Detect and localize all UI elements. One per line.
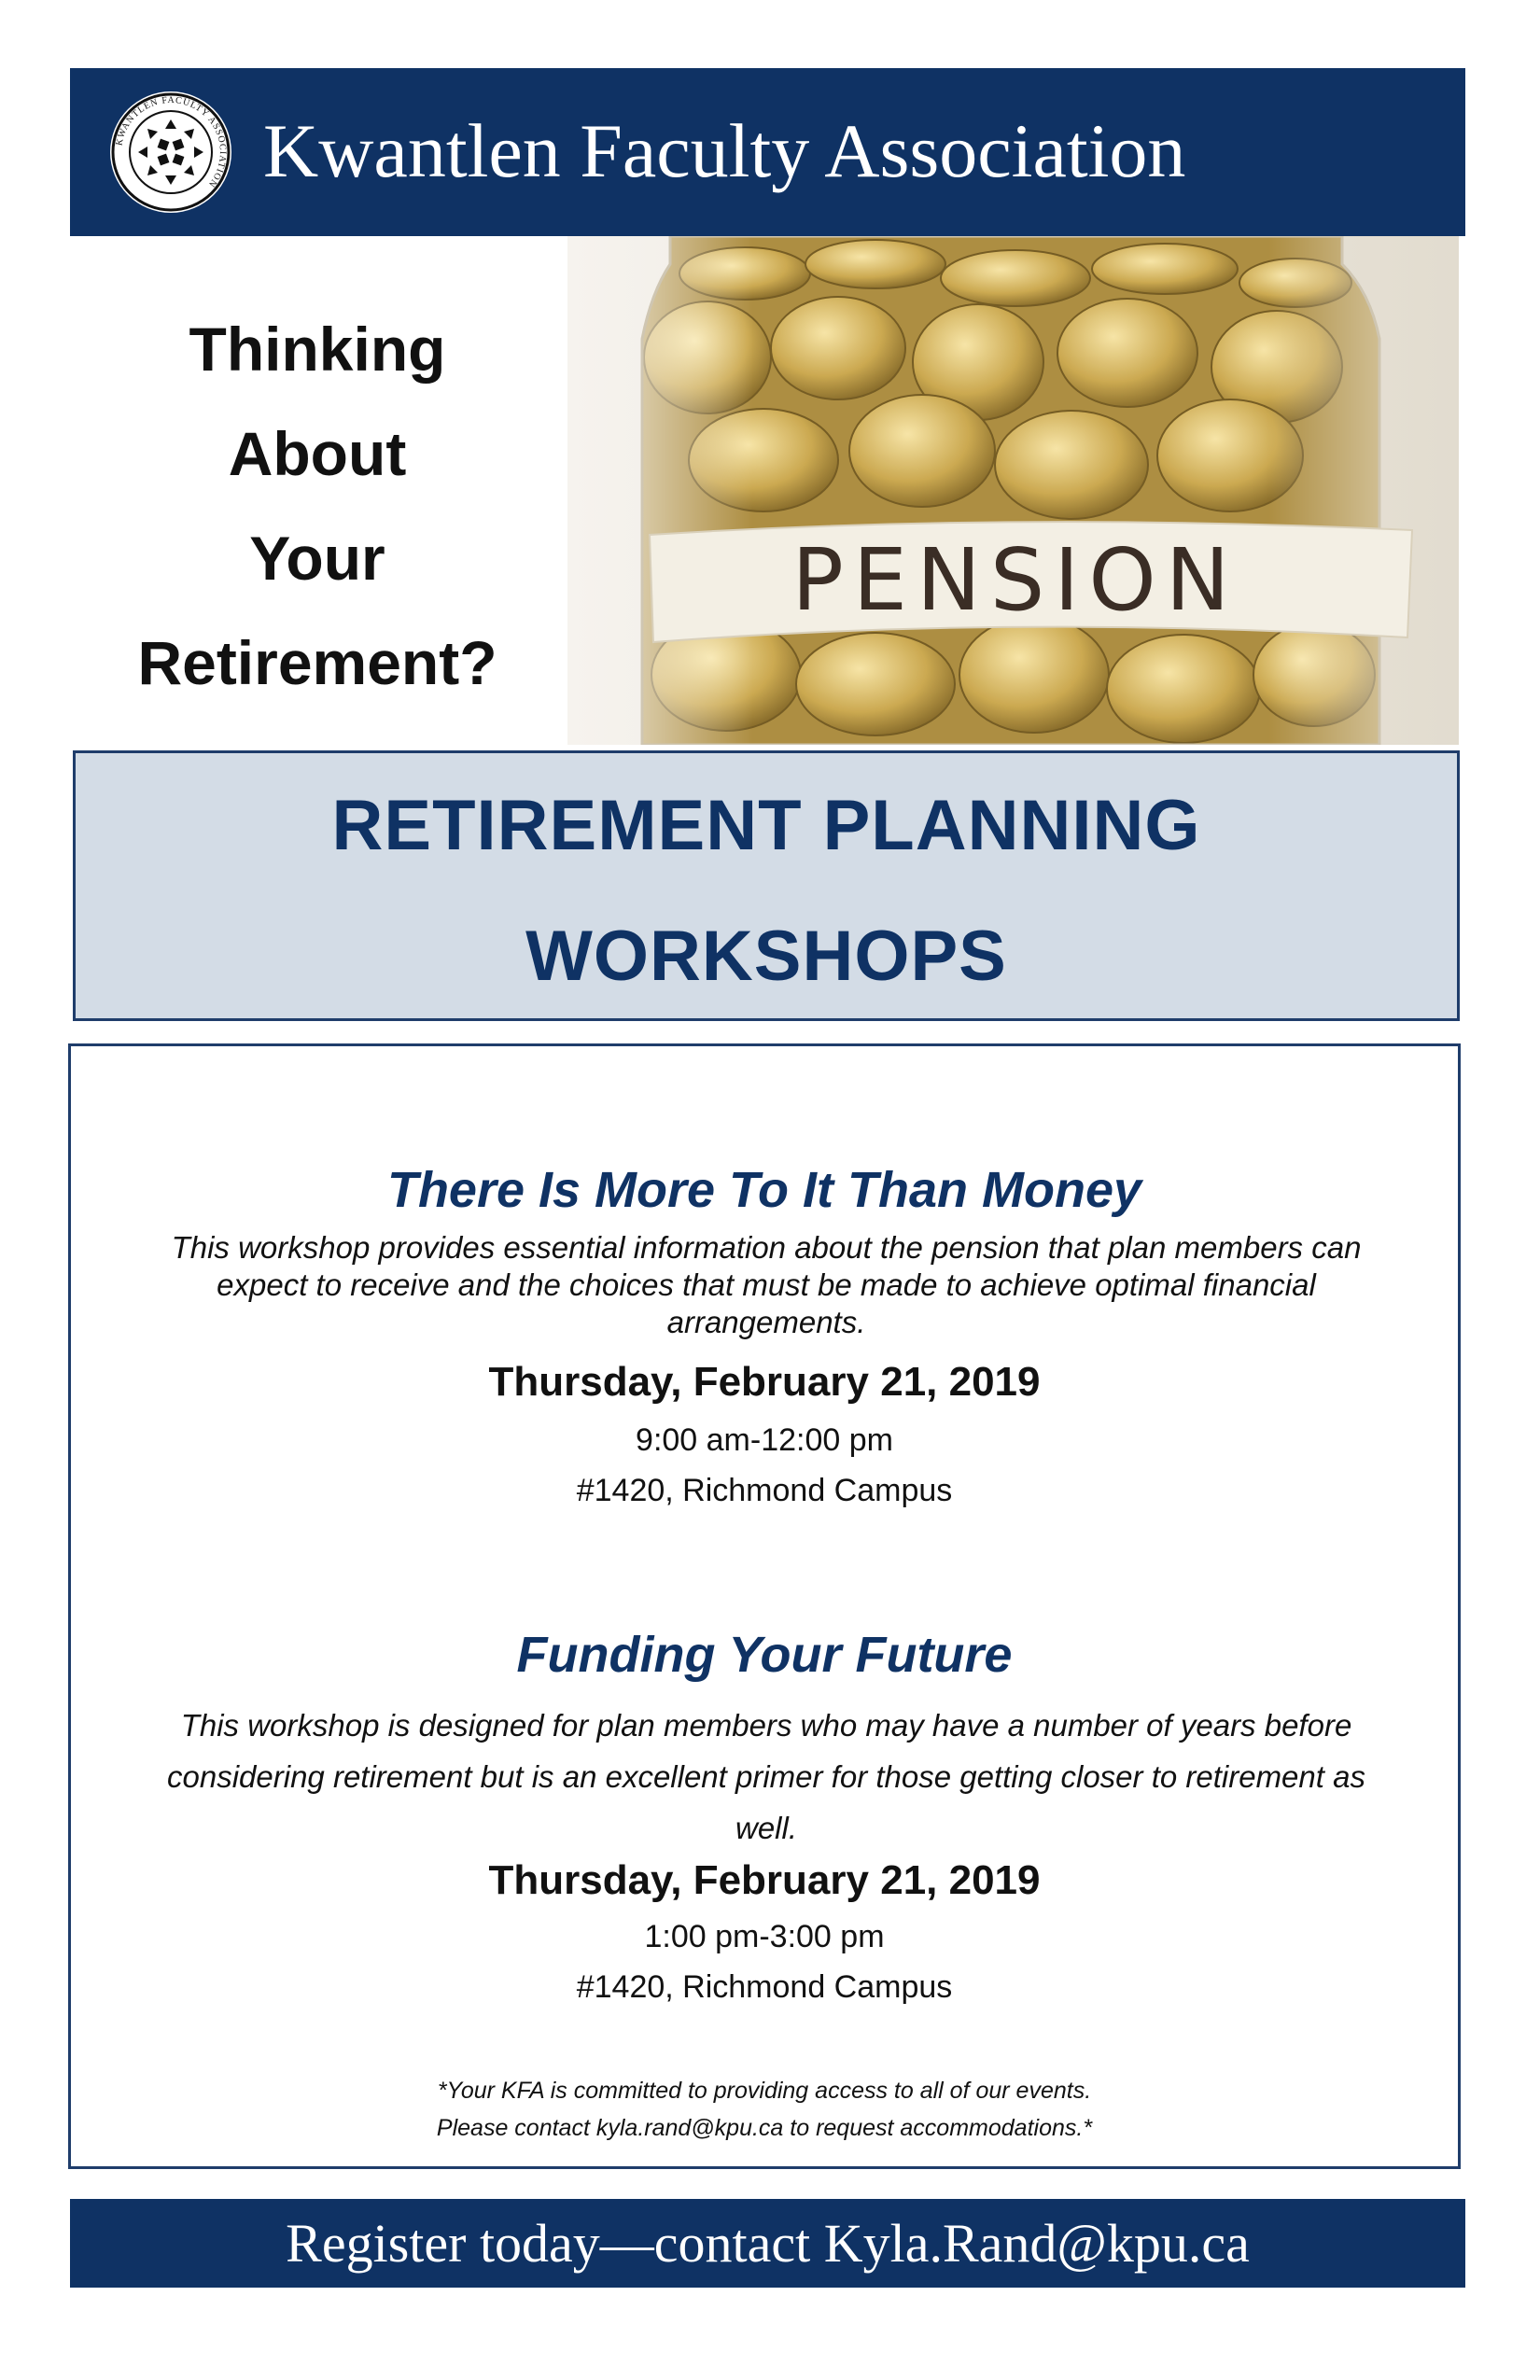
accessibility-note-line: Please contact kyla.rand@kpu.ca to request accommodations.* (436, 2115, 1093, 2141)
workshop-heading: There Is More To It Than Money (386, 1162, 1142, 1218)
register-footer: Register today—contact Kyla.Rand@kpu.ca (70, 2199, 1465, 2288)
accessibility-note-line: *Your KFA is committed to providing access to all of our events. (437, 2078, 1092, 2104)
workshop-time: 9:00 am-12:00 pm (636, 1422, 893, 1458)
tagline-line: Thinking (189, 315, 446, 384)
tagline-line: Retirement? (137, 628, 497, 697)
jar-label-text: PENSION (791, 530, 1239, 630)
workshop-heading: Funding Your Future (516, 1627, 1013, 1683)
workshop-description: This workshop provides essential information about the pension that plan members can expect to receive and the choices that must be made to achieve optimal financial arrangements. (171, 1230, 1362, 1339)
workshop-time: 1:00 pm-3:00 pm (644, 1919, 885, 1954)
workshop-date: Thursday, February 21, 2019 (488, 1857, 1041, 1903)
workshop-date: Thursday, February 21, 2019 (488, 1359, 1041, 1405)
workshop-location: #1420, Richmond Campus (576, 1473, 953, 1508)
logo-ring-text: KWANTLEN FACULTY ASSOCIATION (114, 94, 229, 189)
tagline-line: Your (249, 524, 385, 593)
kfa-logo (110, 91, 231, 213)
main-title-line: WORKSHOPS (525, 917, 1007, 996)
org-name: Kwantlen Faculty Association (263, 108, 1186, 193)
workshop-location: #1420, Richmond Campus (576, 1969, 953, 2005)
kfa-logo-graphic (110, 91, 231, 213)
workshop-description: This workshop is designed for plan members who may have a number of years before considering retirement but is an excellent primer for those getting closer to retirement as well. (167, 1708, 1365, 1845)
workshops-panel (68, 1043, 1461, 2169)
pension-jar-photo (567, 236, 1459, 745)
pension-jar-illustration (567, 236, 1459, 745)
tagline (70, 297, 565, 715)
main-title-line: RETIREMENT PLANNING (331, 786, 1201, 865)
title-box (73, 750, 1460, 1021)
tagline-line: About (228, 419, 407, 488)
